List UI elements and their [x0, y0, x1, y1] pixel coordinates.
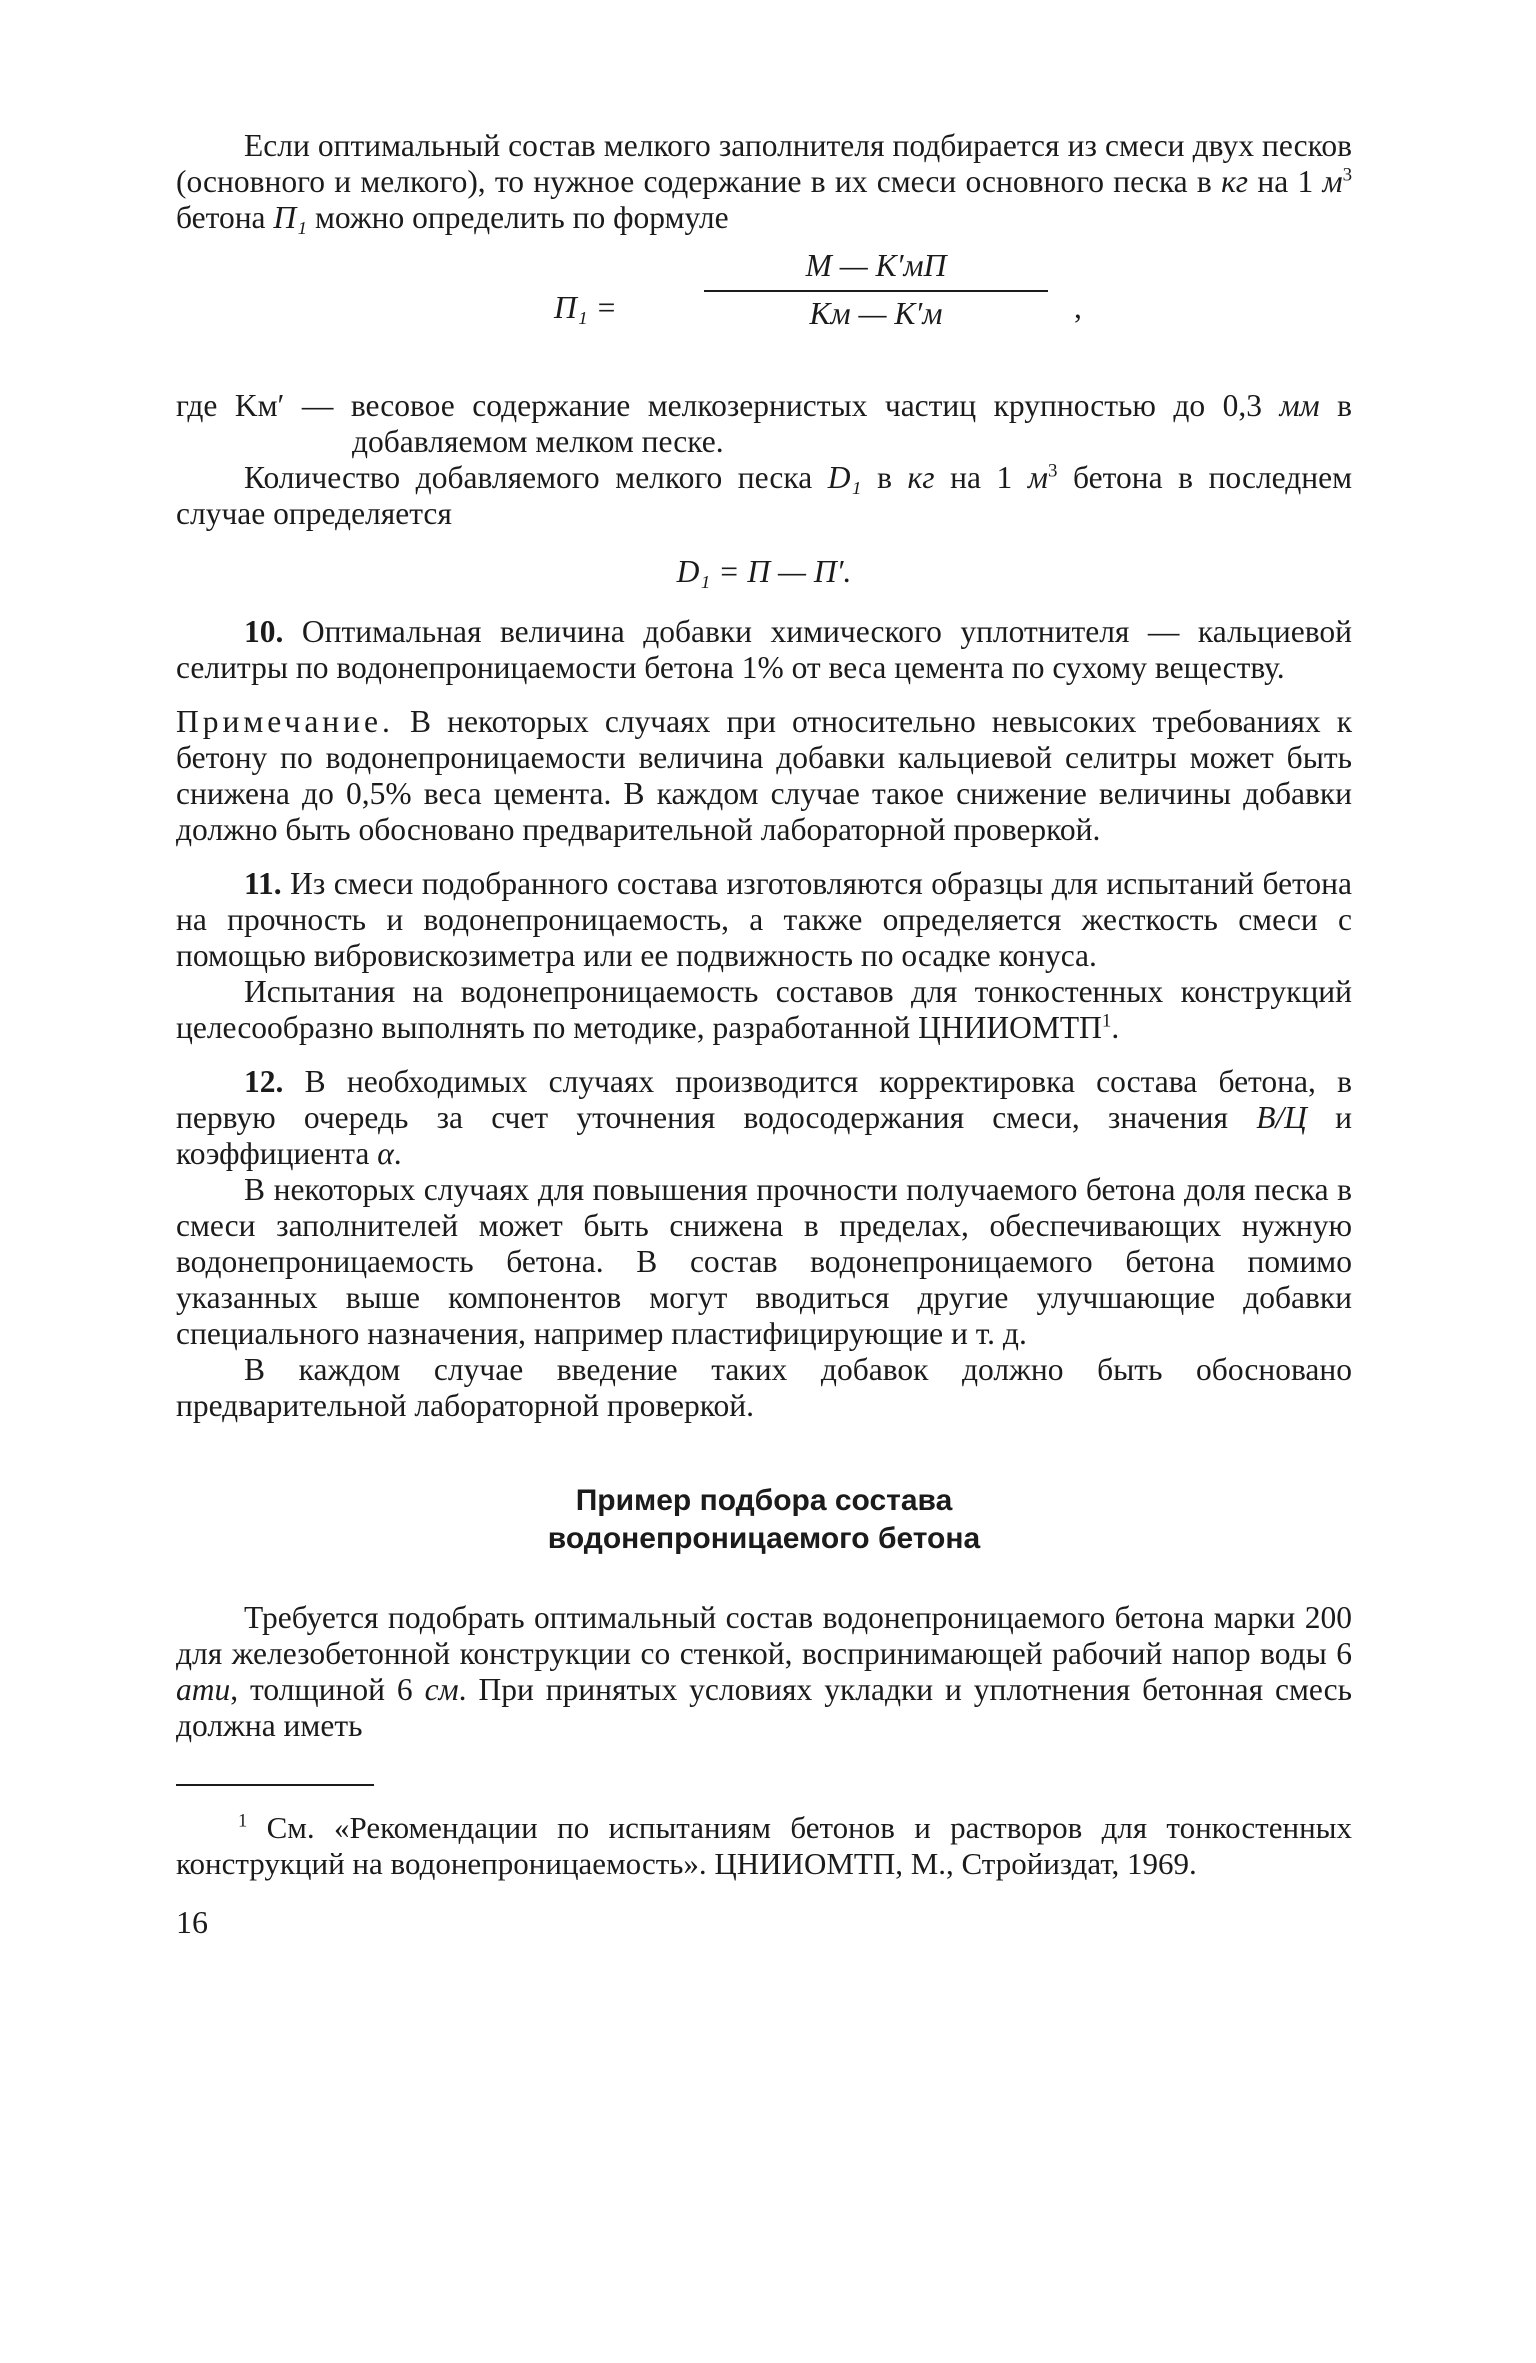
fraction-bar: [704, 290, 1048, 292]
intro-end: можно определить по формуле: [307, 200, 729, 235]
quantity-unit-kg: кг: [907, 460, 935, 495]
example-unit-cm: см: [424, 1672, 459, 1707]
tests-end: .: [1111, 1010, 1120, 1045]
example-paragraph: [176, 1600, 1352, 1744]
quantity-unit-m: м: [1027, 460, 1048, 495]
intro-sup: 3: [1342, 164, 1353, 186]
item-11-number: 11.: [244, 866, 282, 901]
formula-fraction: [686, 248, 1066, 332]
quantity-text1: Количество добавляемого мелкого песка: [244, 460, 813, 495]
example-text2: , толщиной 6: [230, 1672, 425, 1707]
page-number: 16: [176, 1904, 208, 1940]
quantity-sup: 3: [1048, 460, 1058, 482]
item-12-number: 12.: [244, 1064, 284, 1099]
justification-paragraph: В каждом случае введение таких добавок должно быть обосновано предварительной лабораторной проверкой.: [176, 1352, 1352, 1423]
document-page: [176, 128, 1352, 1940]
example-text3: . При принятых условиях укладки и уплотнения бетонная смесь должна иметь: [176, 1672, 1352, 1743]
where-lead: где Kм′ — весовое содержание мелкозернистых частиц крупностью до 0,3: [176, 388, 1262, 423]
formula-comma: ,: [1074, 290, 1082, 325]
formula-lhs: П₁ =: [554, 290, 617, 325]
where-unit-mm: мм: [1279, 388, 1320, 423]
tests-text: Испытания на водонепроницаемость составов для тонкостенных конструкций целесообразно выполнять по методике, разработанной ЦНИИОМТП: [176, 974, 1352, 1045]
sand-share-paragraph: В некоторых случаях для повышения прочности получаемого бетона доля песка в смеси заполнителей может быть снижена в пределах, обеспечивающих нужную водонепроницаемость бетона. В состав водонепроницаемого бетона помимо указанных выше компонентов могут вводиться другие улучшающие добавки специального назначения, например пластифицирующие и т. д.: [176, 1172, 1352, 1351]
example-text1: Требуется подобрать оптимальный состав водонепроницаемого бетона марки 200 для железобетонной конструкции со стенкой, воспринимающей рабочий напор воды 6: [176, 1600, 1352, 1671]
formula-denominator: Kм — K′м: [809, 296, 943, 331]
footnote-ref: 1: [1101, 1010, 1112, 1032]
footnote-text: См. «Рекомендации по испытаниям бетонов и растворов для тонкостенных конструкций на водонепроницаемость». ЦНИИОМТП, М., Стройиздат, 1969.: [176, 1810, 1352, 1881]
intro-paragraph: [176, 128, 1352, 236]
section-heading: [176, 1482, 1352, 1558]
example-unit-ati: ати: [176, 1672, 231, 1707]
quantity-text4: бетона в последнем случае определяется: [176, 460, 1353, 531]
formula-numerator: M — K′мП: [805, 248, 947, 283]
where-tail: в добавляемом мелком песке.: [352, 388, 1352, 459]
item-12-end: .: [393, 1136, 402, 1171]
item-10: [176, 614, 1352, 686]
item-12: [176, 1064, 1352, 1172]
note-paragraph: [176, 704, 1352, 848]
intro-text: Если оптимальный состав мелкого заполнителя подбирается из смеси двух песков (основного и мелкого), то нужное содержание в их смеси основного песка в: [176, 128, 1352, 199]
quantity-paragraph: [176, 460, 1352, 532]
footnote-divider: [176, 1784, 374, 1786]
note-label: Примечание.: [176, 704, 394, 739]
formula-added-sand: D₁ = П — П′.: [676, 554, 852, 589]
footnote: [176, 1810, 1352, 1882]
quantity-text2: в: [877, 460, 892, 495]
intro-mid2: бетона: [176, 200, 274, 235]
item-12-text2: и коэффициента: [176, 1100, 1353, 1171]
item-11: [176, 866, 1352, 974]
where-definition: [176, 388, 1352, 460]
formula-sand-share: [176, 246, 1352, 374]
intro-unit-kg: кг: [1221, 164, 1249, 199]
item-10-number: 10.: [244, 614, 284, 649]
item-12-alpha: α: [377, 1136, 394, 1171]
item-11-text: Из смеси подобранного состава изготовляются образцы для испытаний бетона на прочность и водонепроницаемость, а также определяется жесткость смеси с помощью вибровискозиметра или ее подвижность по осадке конуса.: [176, 866, 1352, 973]
section-heading-line1: Пример подбора состава: [575, 1484, 953, 1517]
quantity-text3: на 1: [950, 460, 1013, 495]
intro-symbol: П₁: [273, 200, 308, 235]
intro-unit-m: м: [1322, 164, 1343, 199]
note-text: В некоторых случаях при относительно невысоких требованиях к бетону по водонепроницаемости величина добавки кальциевой селитры может быть снижена до 0,5% веса цемента. В каждом случае такое снижение величины добавки должно быть обосновано предварительной лабораторной проверкой.: [176, 704, 1352, 847]
quantity-symbol: D₁: [827, 460, 862, 495]
footnote-mark: 1: [238, 1810, 248, 1832]
tests-paragraph: [176, 974, 1352, 1046]
intro-mid: на 1: [1248, 164, 1323, 199]
section-heading-line2: водонепроницаемого бетона: [547, 1522, 981, 1555]
item-10-text: Оптимальная величина добавки химического уплотнителя — кальциевой селитры по водонепроницаемости бетона 1% от веса цемента по сухому веществу.: [176, 614, 1352, 685]
item-12-ratio: В/Ц: [1256, 1100, 1307, 1135]
item-12-text1: В необходимых случаях производится корректировка состава бетона, в первую очередь за счет уточнения водосодержания смеси, значения: [176, 1064, 1352, 1135]
